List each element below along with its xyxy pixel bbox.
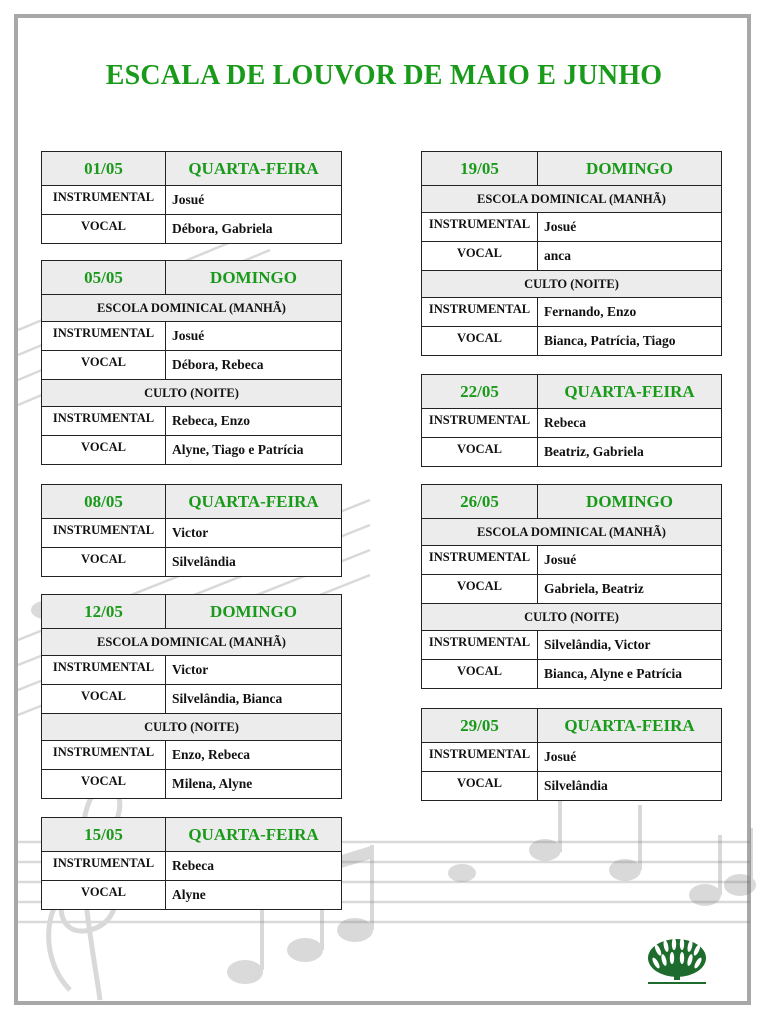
card-header <box>42 485 342 519</box>
card-date: 22/05 <box>422 375 538 409</box>
instrumental-names: Silvelândia, Victor <box>538 631 722 660</box>
tree-logo-icon <box>646 936 708 988</box>
card-date: 26/05 <box>422 485 538 519</box>
card-header <box>42 152 342 186</box>
section-culto: CULTO (NOITE) <box>422 271 722 298</box>
vocal-names: Alyne <box>166 881 342 910</box>
vocal-names: Silvelândia <box>538 772 722 801</box>
schedule-card-1205 <box>41 594 342 799</box>
instrumental-names: Josué <box>166 186 342 215</box>
instrumental-names: Victor <box>166 519 342 548</box>
card-header <box>422 485 722 519</box>
table-row <box>42 656 342 685</box>
section-row <box>42 295 342 322</box>
table-row <box>422 213 722 242</box>
card-date: 29/05 <box>422 709 538 743</box>
table-row <box>422 660 722 689</box>
card-header <box>42 261 342 295</box>
instrumental-label: INSTRUMENTAL <box>428 634 531 649</box>
schedule-card-2905 <box>421 708 722 801</box>
vocal-label: VOCAL <box>457 330 502 345</box>
vocal-names: Silvelândia, Bianca <box>166 685 342 714</box>
table-row <box>42 881 342 910</box>
card-weekday: QUARTA-FEIRA <box>166 818 342 852</box>
section-row <box>422 271 722 298</box>
instrumental-label: INSTRUMENTAL <box>52 522 155 537</box>
section-escola-dominical: ESCOLA DOMINICAL (MANHÃ) <box>42 629 342 656</box>
instrumental-label: INSTRUMENTAL <box>52 325 155 340</box>
section-row <box>422 519 722 546</box>
instrumental-names: Josué <box>538 213 722 242</box>
table-row <box>422 575 722 604</box>
vocal-label: VOCAL <box>81 439 126 454</box>
instrumental-names: Josué <box>538 743 722 772</box>
table-row <box>422 772 722 801</box>
vocal-label: VOCAL <box>81 218 126 233</box>
card-header <box>422 375 722 409</box>
section-escola-dominical: ESCOLA DOMINICAL (MANHÃ) <box>422 186 722 213</box>
vocal-label: VOCAL <box>457 663 502 678</box>
table-row <box>422 409 722 438</box>
table-row <box>42 770 342 799</box>
card-header <box>422 152 722 186</box>
vocal-names: Alyne, Tiago e Patrícia <box>166 436 342 465</box>
instrumental-names: Victor <box>166 656 342 685</box>
card-weekday: DOMINGO <box>166 595 342 629</box>
vocal-label: VOCAL <box>457 578 502 593</box>
table-row <box>42 186 342 215</box>
schedule-card-1505 <box>41 817 342 910</box>
section-escola-dominical: ESCOLA DOMINICAL (MANHÃ) <box>42 295 342 322</box>
vocal-names: Bianca, Patrícia, Tiago <box>538 327 722 356</box>
table-row <box>42 436 342 465</box>
card-weekday: DOMINGO <box>166 261 342 295</box>
section-culto: CULTO (NOITE) <box>42 380 342 407</box>
section-escola-dominical: ESCOLA DOMINICAL (MANHÃ) <box>422 519 722 546</box>
instrumental-names: Enzo, Rebeca <box>166 741 342 770</box>
table-row <box>42 548 342 577</box>
schedule-card-2205 <box>421 374 722 467</box>
vocal-names: Débora, Rebeca <box>166 351 342 380</box>
table-row <box>42 852 342 881</box>
vocal-label: VOCAL <box>457 245 502 260</box>
card-date: 15/05 <box>42 818 166 852</box>
card-date: 12/05 <box>42 595 166 629</box>
instrumental-label: INSTRUMENTAL <box>428 746 531 761</box>
section-row <box>42 629 342 656</box>
vocal-names: Débora, Gabriela <box>166 215 342 244</box>
section-row <box>422 186 722 213</box>
table-row <box>42 322 342 351</box>
vocal-label: VOCAL <box>81 773 126 788</box>
instrumental-label: INSTRUMENTAL <box>428 412 531 427</box>
table-row <box>422 327 722 356</box>
instrumental-label: INSTRUMENTAL <box>428 216 531 231</box>
schedule-card-1905 <box>421 151 722 356</box>
table-row <box>42 407 342 436</box>
card-header <box>422 709 722 743</box>
instrumental-names: Rebeca, Enzo <box>166 407 342 436</box>
schedule-card-0105 <box>41 151 342 244</box>
instrumental-label: INSTRUMENTAL <box>52 189 155 204</box>
vocal-label: VOCAL <box>81 884 126 899</box>
table-row <box>422 242 722 271</box>
table-row <box>422 546 722 575</box>
schedule-card-2605 <box>421 484 722 689</box>
table-row <box>42 685 342 714</box>
card-date: 19/05 <box>422 152 538 186</box>
vocal-names: Silvelândia <box>166 548 342 577</box>
vocal-label: VOCAL <box>457 775 502 790</box>
table-row <box>42 519 342 548</box>
instrumental-label: INSTRUMENTAL <box>52 744 155 759</box>
card-header <box>42 595 342 629</box>
schedule-card-0805 <box>41 484 342 577</box>
card-weekday: QUARTA-FEIRA <box>166 152 342 186</box>
page-title: ESCALA DE LOUVOR DE MAIO E JUNHO <box>105 60 663 91</box>
section-row <box>42 714 342 741</box>
table-row <box>422 743 722 772</box>
card-weekday: QUARTA-FEIRA <box>166 485 342 519</box>
instrumental-label: INSTRUMENTAL <box>52 855 155 870</box>
table-row <box>422 298 722 327</box>
section-row <box>422 604 722 631</box>
vocal-names: anca <box>538 242 722 271</box>
instrumental-label: INSTRUMENTAL <box>52 659 155 674</box>
vocal-names: Gabriela, Beatriz <box>538 575 722 604</box>
card-weekday: QUARTA-FEIRA <box>538 375 722 409</box>
vocal-label: VOCAL <box>81 551 126 566</box>
section-culto: CULTO (NOITE) <box>42 714 342 741</box>
card-weekday: DOMINGO <box>538 152 722 186</box>
vocal-names: Milena, Alyne <box>166 770 342 799</box>
section-row <box>42 380 342 407</box>
card-header <box>42 818 342 852</box>
table-row <box>422 438 722 467</box>
vocal-names: Bianca, Alyne e Patrícia <box>538 660 722 689</box>
instrumental-names: Fernando, Enzo <box>538 298 722 327</box>
instrumental-names: Rebeca <box>538 409 722 438</box>
card-date: 08/05 <box>42 485 166 519</box>
instrumental-names: Rebeca <box>166 852 342 881</box>
table-row <box>42 351 342 380</box>
table-row <box>42 215 342 244</box>
instrumental-label: INSTRUMENTAL <box>52 410 155 425</box>
vocal-label: VOCAL <box>81 354 126 369</box>
card-date: 01/05 <box>42 152 166 186</box>
instrumental-label: INSTRUMENTAL <box>428 549 531 564</box>
card-weekday: DOMINGO <box>538 485 722 519</box>
vocal-label: VOCAL <box>81 688 126 703</box>
card-weekday: QUARTA-FEIRA <box>538 709 722 743</box>
section-culto: CULTO (NOITE) <box>422 604 722 631</box>
instrumental-names: Josué <box>166 322 342 351</box>
schedule-card-0505 <box>41 260 342 465</box>
table-row <box>422 631 722 660</box>
vocal-names: Beatriz, Gabriela <box>538 438 722 467</box>
vocal-label: VOCAL <box>457 441 502 456</box>
instrumental-label: INSTRUMENTAL <box>428 301 531 316</box>
table-row <box>42 741 342 770</box>
card-date: 05/05 <box>42 261 166 295</box>
instrumental-names: Josué <box>538 546 722 575</box>
